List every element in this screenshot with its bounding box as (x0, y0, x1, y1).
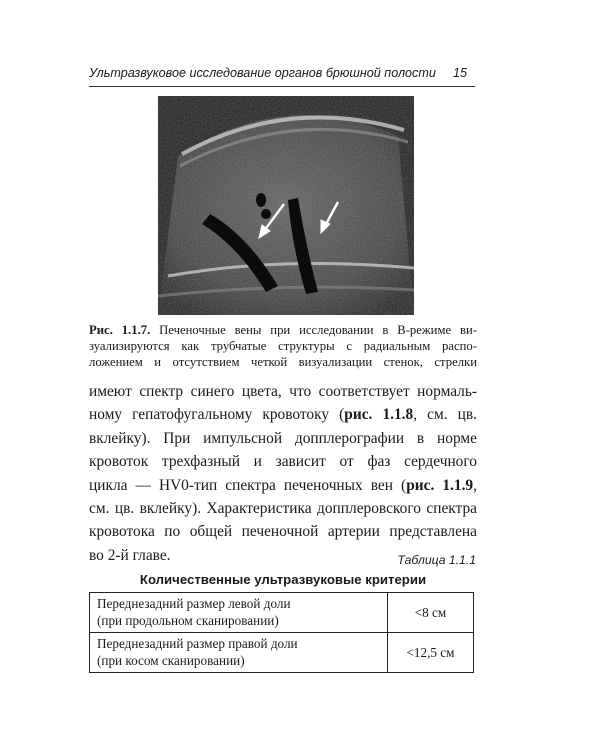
table-title: Количественные ультразвуковые критерии (139, 572, 427, 587)
table-row (90, 593, 474, 633)
table-cell-value: <8 см (388, 593, 474, 633)
table-cell-parameter: Переднезадний размер правой доли (при косом сканировании) (90, 633, 388, 673)
table-label: Таблица 1.1.1 (397, 553, 476, 567)
figure-reference: рис. 1.1.9 (406, 476, 474, 494)
figure-reference: рис. 1.1.8 (344, 406, 414, 424)
caption-line: Печеночные вены при исследовании в В-режиме ви- (150, 323, 477, 337)
text-line: цикла — HV0-тип спектра печеночных вен (рис. 1.1.9, (89, 476, 477, 494)
ultrasound-scan-graphic (158, 96, 414, 315)
text-line: вклейку). При импульсной допплерографии в норме (89, 429, 477, 447)
text-line: ному гепатофугальному кровотоку (рис. 1.1.8, см. цв. (89, 406, 477, 424)
page-number: 15 (452, 66, 467, 80)
text-line: во 2-й главе. (89, 546, 171, 564)
caption-line: зуализируются как трубчатые структуры с радиальным распо- (89, 339, 477, 353)
ultrasound-image (158, 96, 414, 315)
table-cell-value: <12,5 см (388, 633, 474, 673)
running-header-title: Ультразвуковое исследование органов брюшной полости (89, 66, 436, 80)
text-line: см. цв. вклейку). Характеристика допплеровского спектра (89, 500, 477, 518)
text-line: имеют спектр синего цвета, что соответствует нормаль- (89, 383, 477, 400)
caption-line: ложением и отсутствием четкой визуализации стенок, стрелки (89, 355, 477, 369)
table-row (90, 633, 474, 673)
criteria-table (89, 592, 474, 673)
table-cell-parameter: Переднезадний размер левой доли (при продольном сканировании) (90, 593, 388, 633)
body-paragraph (89, 380, 477, 567)
text-line: кровоток трехфазный и зависит от фаз сердечного (89, 453, 477, 471)
header-rule (89, 86, 475, 87)
text-line: кровотока по общей печеночной артерии представлена (89, 523, 477, 541)
figure-caption (89, 322, 477, 370)
figure-label: Рис. 1.1.7. (89, 323, 151, 337)
running-header (89, 66, 475, 80)
